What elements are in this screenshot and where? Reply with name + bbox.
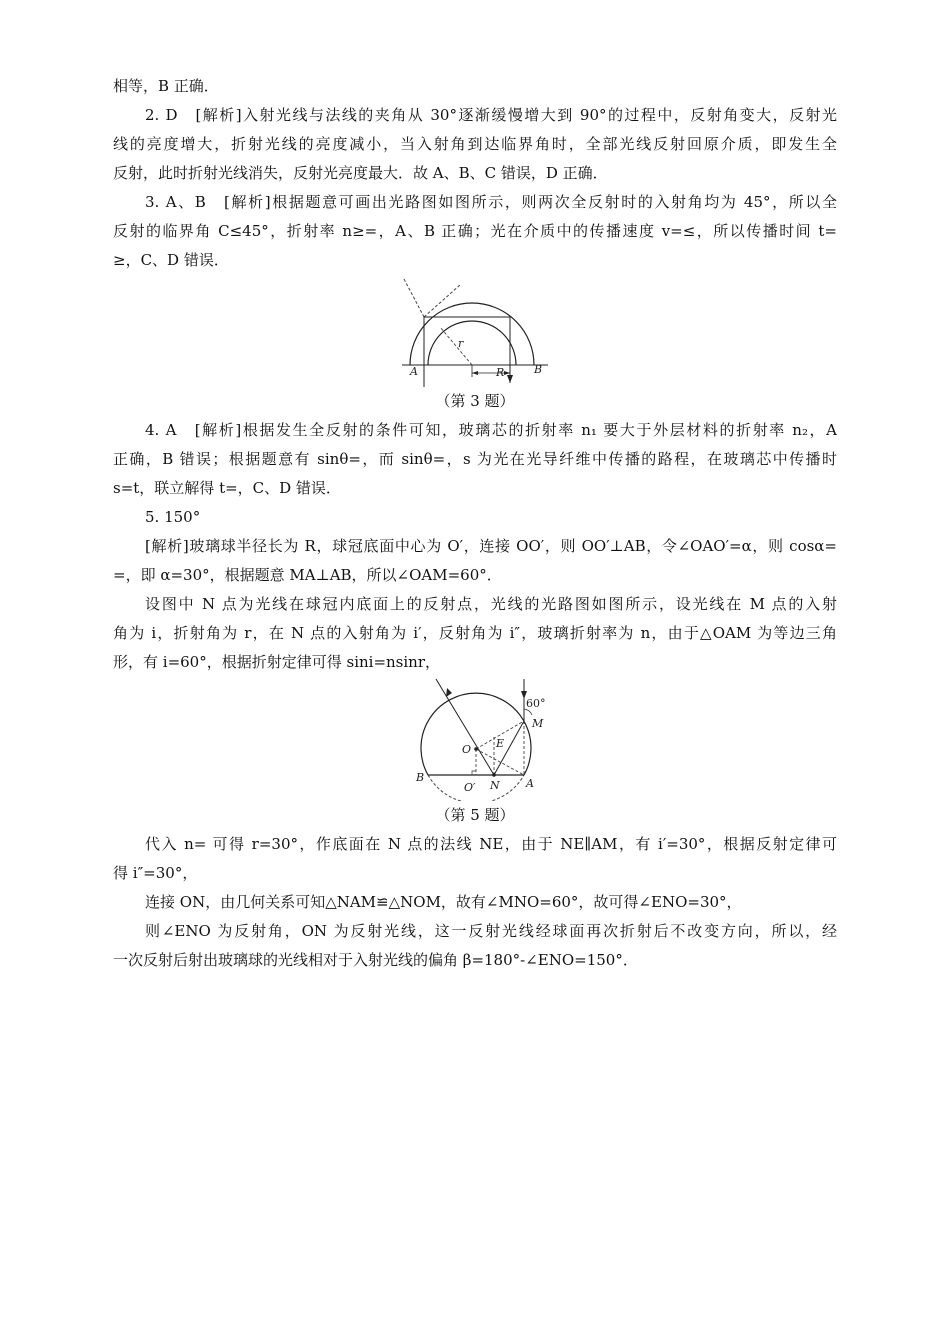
text-line: 连接 ON，由几何关系可知△NAM≌△NOM，故有∠MNO=60°，故可得∠ENO=30°， xyxy=(145,893,742,911)
figure-3 xyxy=(400,275,550,387)
text-line: 5. 150° xyxy=(145,508,201,526)
figure-5-label-b: B xyxy=(416,771,425,784)
text-line: ≥，C、D 错误． xyxy=(113,251,229,269)
figure-5 xyxy=(400,677,550,801)
paragraphs-mid xyxy=(113,416,837,677)
text-line: 则∠ENO 为反射角，ON 为反射光线，这一反射光线经球面再次折射后不改变方向，所以，经 xyxy=(145,922,837,940)
document-page xyxy=(113,72,837,975)
figure-5-label-o-prime: O′ xyxy=(464,781,476,794)
paragraphs-top xyxy=(113,72,837,275)
text-line: 反射的临界角 C≤45°，折射率 n≥=，A、B 正确；光在介质中的传播速度 v=≤，所以传播时间 t= xyxy=(113,222,837,240)
text-line: 3. A、B [解析]根据题意可画出光路图如图所示，则两次全反射时的入射角均为 45°，所以全 xyxy=(145,193,837,211)
figure-5-caption: （第 5 题） xyxy=(435,806,515,824)
figure-3-label-a: A xyxy=(410,365,418,378)
text-line: 形，有 i=60°，根据折射定律可得 sini=nsinr， xyxy=(113,653,440,671)
figure-3-label-r-upper: R xyxy=(496,366,505,379)
figure-5-label-angle: 60° xyxy=(526,697,546,710)
text-line: 角为 i，折射角为 r，在 N 点的入射角为 i′，反射角为 i″，玻璃折射率为 n，由于△OAM 为等边三角 xyxy=(113,624,837,642)
paragraphs-bottom xyxy=(113,830,837,975)
figure-3-diagram xyxy=(400,275,550,387)
text-line: 代入 n= 可得 r=30°，作底面在 N 点的法线 NE，由于 NE∥AM，有 i′=30°，根据反射定律可 xyxy=(145,835,837,853)
text-line: 反射，此时折射光线消失，反射光亮度最大．故 A、B、C 错误，D 正确． xyxy=(113,164,608,182)
figure-5-label-e: E xyxy=(496,737,505,750)
figure-5-label-a: A xyxy=(526,777,534,790)
text-line: [解析]玻璃球半径长为 R，球冠底面中心为 O′，连接 OO′，则 OO′⊥AB，令∠OAO′=α，则 cosα= xyxy=(145,537,837,555)
text-line: 得 i″=30°， xyxy=(113,864,198,882)
figure-5-label-m: M xyxy=(532,717,544,730)
text-line: 设图中 N 点为光线在球冠内底面上的反射点，光线的光路图如图所示，设光线在 M 点的入射 xyxy=(145,595,837,613)
text-line: =，即 α=30°，根据题意 MA⊥AB，所以∠OAM=60°． xyxy=(113,566,502,584)
figure-3-label-b: B xyxy=(534,363,543,376)
text-line: s=t，联立解得 t=，C、D 错误． xyxy=(113,479,341,497)
figure-5-label-o: O xyxy=(462,743,472,756)
text-line: 正确，B 错误；根据题意有 sinθ=，而 sinθ=，s 为光在光导纤维中传播的路程，在玻璃芯中传播时 xyxy=(113,450,837,468)
figure-3-label-r: r xyxy=(458,337,464,350)
text-line: 相等，B 正确． xyxy=(113,77,219,95)
text-line: 一次反射后射出玻璃球的光线相对于入射光线的偏角 β=180°-∠ENO=150°． xyxy=(113,951,638,969)
figure-5-label-n: N xyxy=(490,779,500,792)
text-line: 4. A [解析]根据发生全反射的条件可知，玻璃芯的折射率 n₁ 要大于外层材料的折射率 n₂，A xyxy=(145,421,837,439)
text-line: 线的亮度增大，折射光线的亮度减小，当入射角到达临界角时，全部光线反射回原介质，即发生全 xyxy=(113,135,837,153)
text-line: 2. D [解析]入射光线与法线的夹角从 30°逐渐缓慢增大到 90°的过程中，反射角变大，反射光 xyxy=(145,106,837,124)
figure-5-diagram xyxy=(400,677,550,801)
figure-3-caption: （第 3 题） xyxy=(435,392,515,410)
